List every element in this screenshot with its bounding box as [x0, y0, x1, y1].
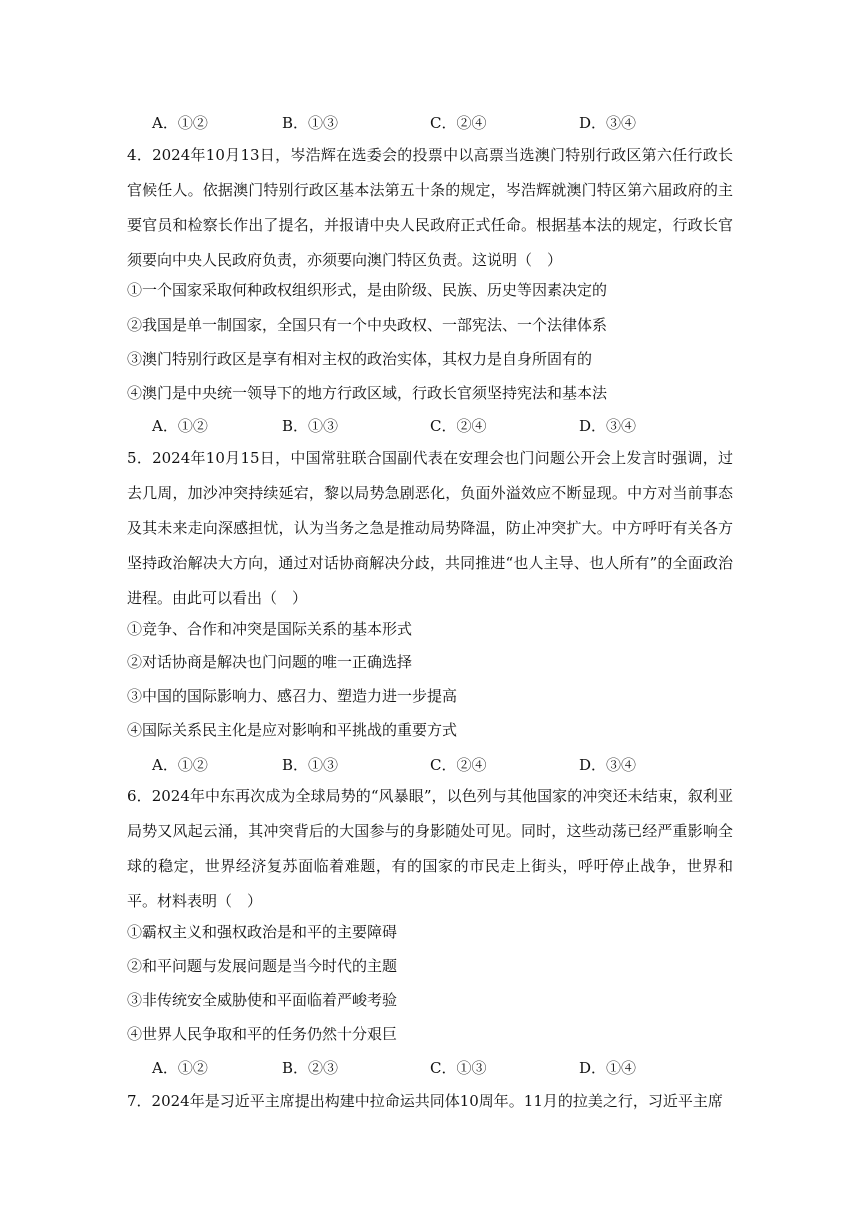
q4-option-a[interactable]: A．①②	[152, 417, 208, 435]
q4-option-c[interactable]: C．②④	[430, 417, 487, 435]
q5-item-3: ③中国的国际影响力、感召力、塑造力进一步提高	[127, 687, 458, 705]
q6-option-b[interactable]: B．②③	[282, 1059, 339, 1077]
q4-item-4: ④澳门是中央统一领导下的地方行政区域，行政长官须坚持宪法和基本法	[127, 384, 608, 402]
q6-item-3: ③非传统安全威胁使和平面临着严峻考验	[127, 991, 398, 1009]
q3-option-d[interactable]: D．③④	[579, 114, 637, 132]
q5-option-a[interactable]: A．①②	[152, 756, 208, 774]
q5-item-1: ①竞争、合作和冲突是国际关系的基本形式	[127, 620, 413, 638]
q4-stem: 4．2024年10月13日，岑浩辉在选委会的投票中以高票当选澳门特别行政区第六任行政长官候任人。依据澳门特别行政区基本法第五十条的规定，岑浩辉就澳门特区第六届政府的主要官员和检察长作出了提名，并报请中央人民政府正式任命。根据基本法的规定，行政长官须要向中央人民政府负责，亦须要向澳门特区负责。这说明（ ）	[127, 146, 733, 269]
q6-item-2: ②和平问题与发展问题是当今时代的主题	[127, 957, 398, 975]
q5-option-b[interactable]: B．①③	[282, 756, 339, 774]
q4-options	[152, 416, 712, 436]
q5-stem: 5．2024年10月15日，中国常驻联合国副代表在安理会也门问题公开会上发言时强调，过去几周，加沙冲突持续延宕，黎以局势急剧恶化，负面外溢效应不断显现。中方对当前事态及其未来走向深感担忧，认为当务之急是推动局势降温，防止冲突扩大。中方呼吁有关各方坚持政治解决大方向，通过对话协商解决分歧，共同推进“也人主导、也人所有”的全面政治进程。由此可以看出（ ）	[127, 449, 733, 607]
q4-item-1: ①一个国家采取何种政权组织形式，是由阶级、民族、历史等因素决定的	[127, 281, 608, 299]
q6-options	[152, 1058, 712, 1078]
q6-option-d[interactable]: D．①④	[579, 1059, 637, 1077]
q4-item-2: ②我国是单一制国家，全国只有一个中央政权、一部宪法、一个法律体系	[127, 316, 608, 334]
q3-option-c[interactable]: C．②④	[430, 114, 487, 132]
q3-options	[152, 113, 712, 133]
q3-option-a[interactable]: A．①②	[152, 114, 208, 132]
q6-item-4: ④世界人民争取和平的任务仍然十分艰巨	[127, 1025, 398, 1043]
q5-item-4: ④国际关系民主化是应对影响和平挑战的重要方式	[127, 721, 458, 739]
q5-item-2: ②对话协商是解决也门问题的唯一正确选择	[127, 653, 413, 671]
q7-stem: 7．2024年是习近平主席提出构建中拉命运共同体10周年。11月的拉美之行，习近平主席	[127, 1092, 723, 1110]
q5-option-c[interactable]: C．②④	[430, 756, 487, 774]
q5-options	[152, 755, 712, 775]
q6-item-1: ①霸权主义和强权政治是和平的主要障碍	[127, 923, 398, 941]
q6-option-a[interactable]: A．①②	[152, 1059, 208, 1077]
q4-option-d[interactable]: D．③④	[579, 417, 637, 435]
q4-item-3: ③澳门特别行政区是享有相对主权的政治实体，其权力是自身所固有的	[127, 350, 593, 368]
q5-option-d[interactable]: D．③④	[579, 756, 637, 774]
q3-option-b[interactable]: B．①③	[282, 114, 339, 132]
q4-option-b[interactable]: B．①③	[282, 417, 339, 435]
q6-option-c[interactable]: C．①③	[430, 1059, 487, 1077]
q6-stem: 6．2024年中东再次成为全球局势的“风暴眼”，以色列与其他国家的冲突还未结束，叙利亚局势又风起云涌，其冲突背后的大国参与的身影随处可见。同时，这些动荡已经严重影响全球的稳定，世界经济复苏面临着难题，有的国家的市民走上街头，呼吁停止战争，世界和平。材料表明（ ）	[127, 787, 733, 910]
